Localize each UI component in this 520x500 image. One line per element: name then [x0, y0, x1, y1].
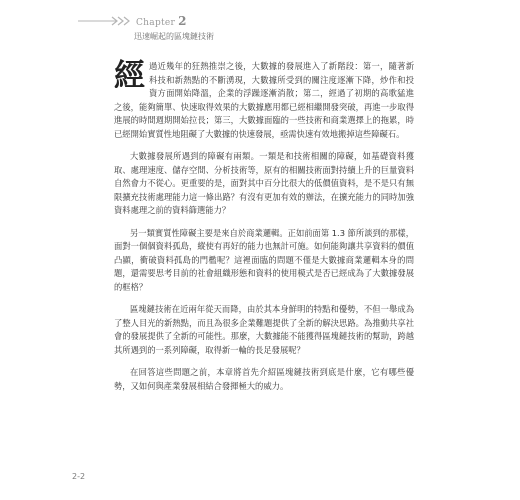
paragraph-4: 區塊鏈技術在近兩年從天而降，由於其本身鮮明的特點和優勢，不但一舉成為了整人目光的新熱點，而且為很多企業難題提供了全新的解決思路。為推動共享社會的發展提供了全新的可能性。那麼，大數據能不能獲得區塊鏈技術的幫助，跨越其所遇到的一系列障礙，取得新一輪的長足發展呢？	[114, 304, 414, 355]
body-text	[114, 60, 414, 402]
chapter-subtitle: 迅速崛起的區塊鏈技術	[134, 32, 214, 41]
drop-cap: 經	[114, 58, 145, 94]
paragraph-1-text: 過近幾年的狂熱推崇之後，大數據的發展進入了新階段：第一，隨著新科技和新熱點的不斷湧現，大數據所受到的關注度逐漸下降，炒作和投資方面開始降溫，企業的浮躁逐漸消散；第二，經過了初期的高歌猛進之後，能夠簡單、快速取得效果的大數據應用都已經相繼開發突破，再進一步取得進展的時間週期開始拉長；第三，大數據面臨的一些技術和商業選擇上的拖累，時已經開始實質性地阻礙了大數據的快速發展，亟需快速有效地搬掉這些障礙石。	[114, 61, 414, 139]
page-number: 2-2	[72, 472, 86, 481]
paragraph-2: 大數據發展所遇到的障礙有兩類。一類是和技術相關的障礙，如基礎資料獲取、處理速度、儲存空間、分析技術等，原有的相關技術面對持續上升的巨量資料自然會力不從心。更重要的是，面對其中百分比很大的低價值資料，是不是只有無限擴充技術處理能力這一條出路？有沒有更加有效的辦法，在擴充能力的同時加強資料處理之前的資料篩選能力？	[114, 151, 414, 215]
paragraph-5: 在回答這些問題之前，本章將首先介紹區塊鏈技術到底是什麼，它有哪些優勢，又如何與產業發展相結合發揮極大的威力。	[114, 367, 414, 391]
chevron-arrows-icon	[78, 16, 130, 26]
chapter-label	[136, 14, 187, 28]
chapter-header	[78, 12, 498, 52]
chapter-number: 2	[178, 14, 187, 28]
chapter-word: Chapter	[136, 18, 176, 28]
paragraph-1	[114, 60, 414, 141]
paragraph-3: 另一類實質性障礙主要是來自於商業邏輯。正如前面第 1.3 節所談到的那樣，面對一個個資料孤島，縱使有再好的能力也無計可施。如何能夠讓共享資料的價值凸顯，衝破資料孤島的門檻呢？這裡面臨的問題不僅是大數據商業邏輯本身的問題，還需要思考目前的社會組織形態和資料的使用模式是否已經成為了大數據發展的框格？	[114, 227, 414, 292]
